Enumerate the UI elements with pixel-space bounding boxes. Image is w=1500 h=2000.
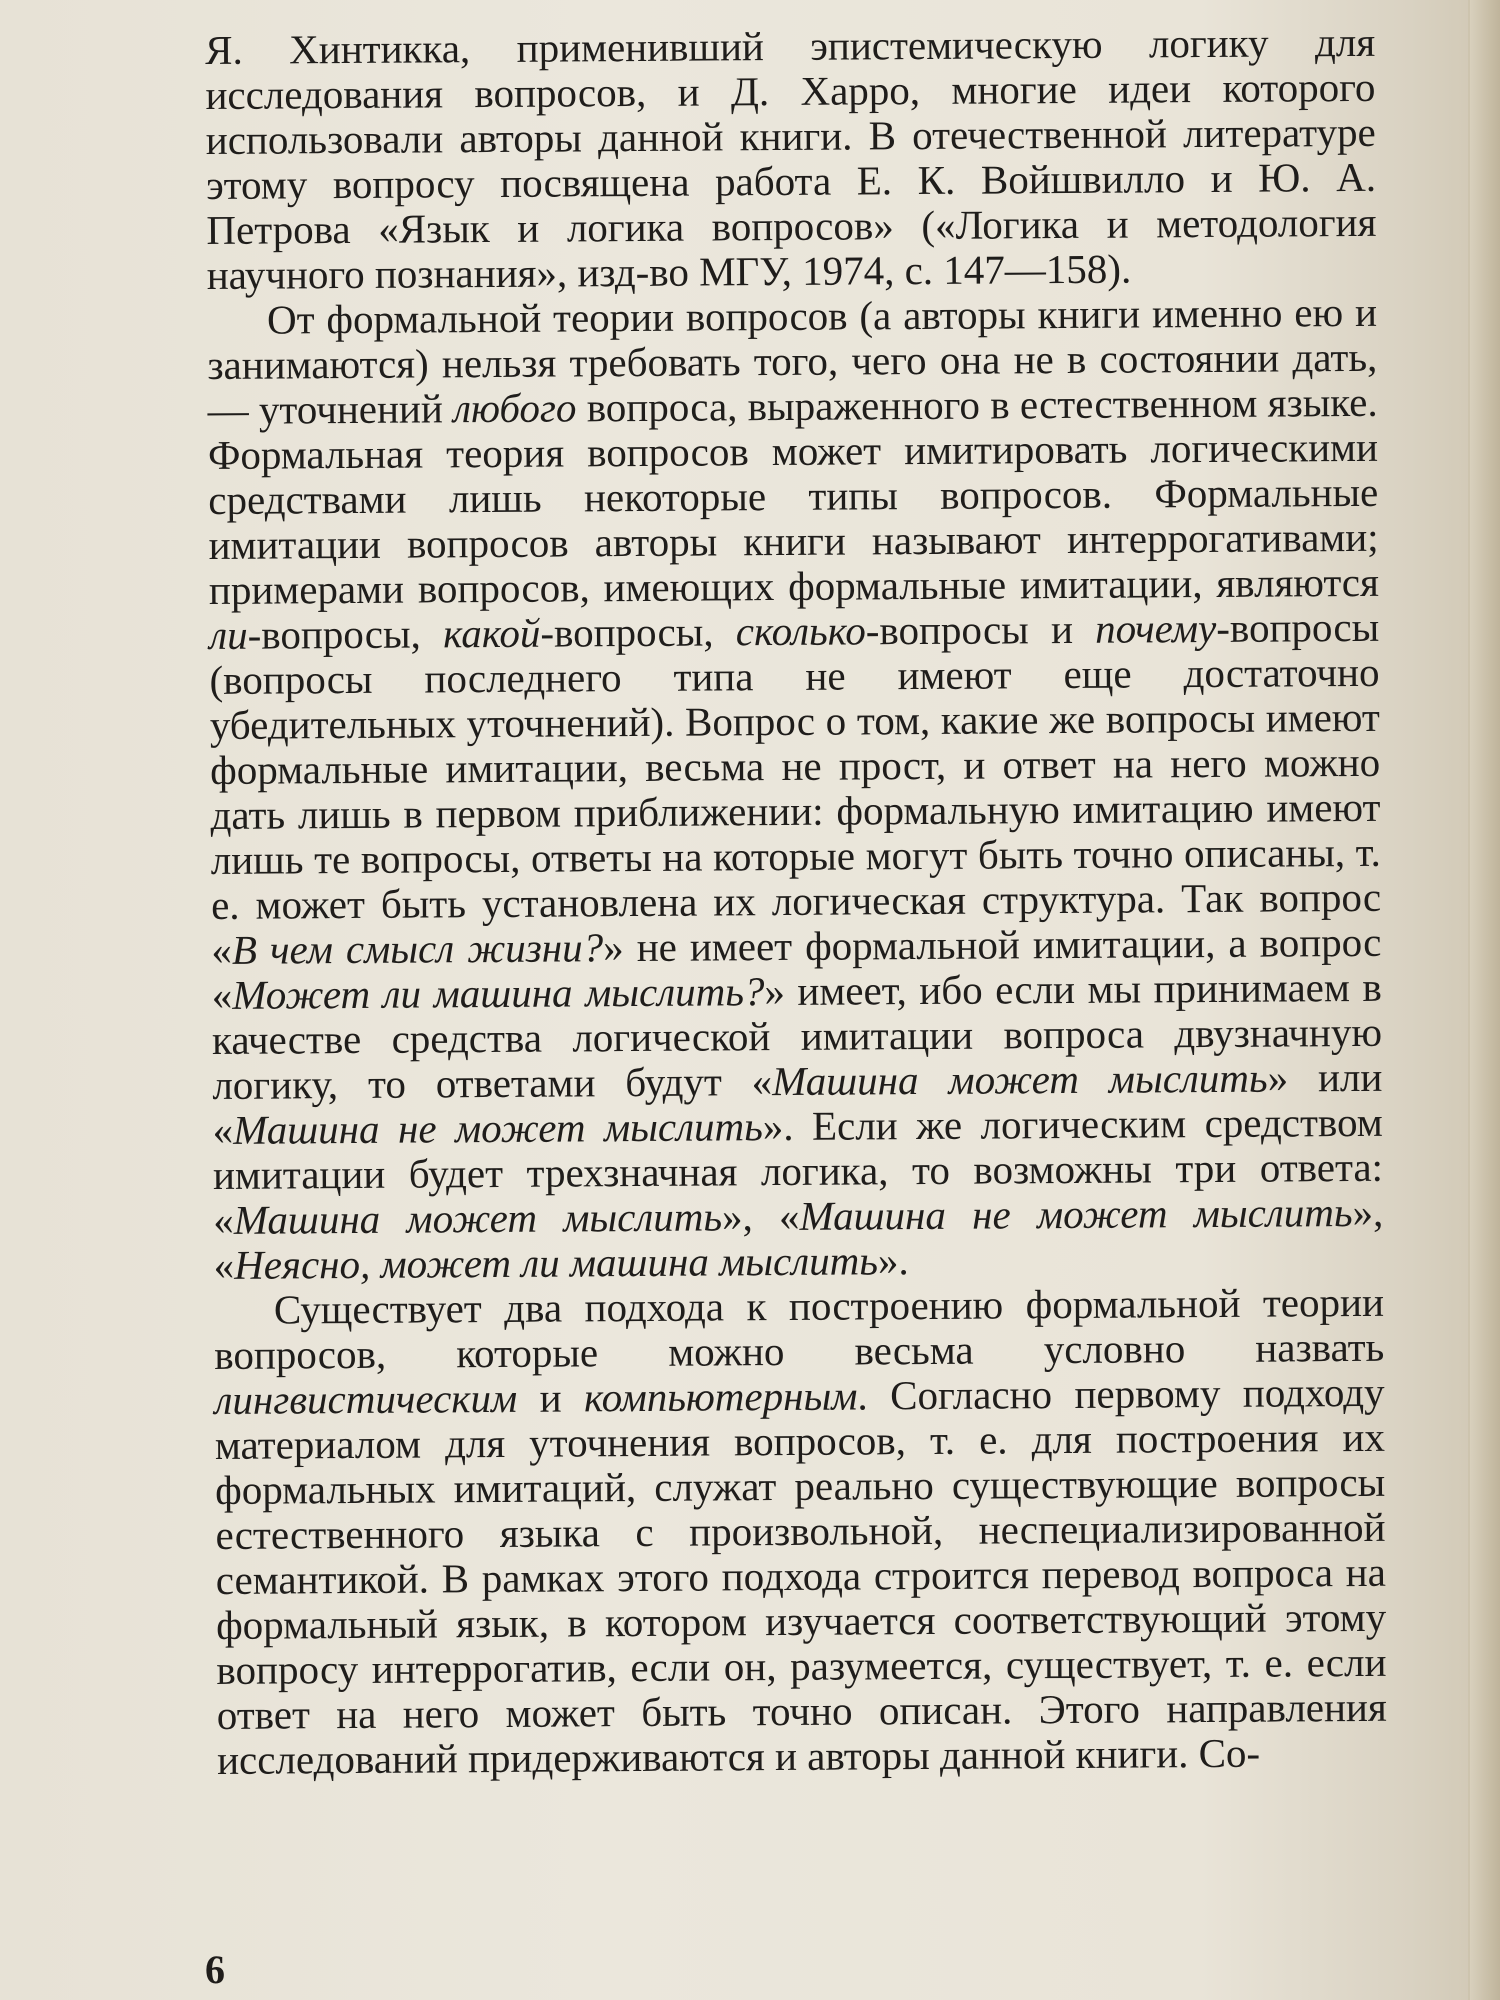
paragraph-2: От формальной теории вопросов (а авторы книги именно ею и занимаются) нельзя требовать того, чего она не в состоянии дать,— уточнений любого вопроса, выраженного в естественном языке. Формальная теория вопросов может имитировать логическими средствами лишь некоторые типы вопросов. Формальные имитации вопросов авторы книги называют интеррогативами; примерами вопросов, имеющих формальные имитации, являются ли-вопросы, какой-вопросы, сколько-вопросы и почему-вопросы (вопросы последнего типа не имеют еще достаточно убедительных уточнений). Вопрос о том, какие же вопросы имеют формальные имитации, весьма не прост, и ответ на него можно дать лишь в первом приближении: формальную имитацию имеют лишь те вопросы, ответы на которые могут быть точно описаны, т. е. может быть установлена их логическая структура. Так вопрос «В чем смысл жизни?» не имеет формальной имитации, а вопрос «Может ли машина мыслить?» имеет, ибо если мы принимаем в качестве средства логической имитации вопроса двузначную логику, то ответами будут «Машина может мыслить» или «Машина не может мыслить». Если же логическим средством имитации будет трехзначная логика, то возможны три ответа: «Машина может мыслить», «Машина не может мыслить», «Неясно, может ли машина мыслить».	[207, 288, 1384, 1288]
paragraph-3: Существует два подхода к построению формальной теории вопросов, которые можно весьма условно назвать лингвистическим и компьютерным. Согласно первому подходу материалом для уточнения вопросов, т. е. для построения их формальных имитаций, служат реально существующие вопросы естественного языка с произвольной, неспециализированной семантикой. В рамках этого подхода строится перевод вопроса на формальный язык, в котором изучается соответствующий этому вопросу интеррогатив, если он, разумеется, существует, т. е. если ответ на него может быть точно описан. Этого направления исследований придерживаются и авторы данной книги. Со-	[214, 1278, 1387, 1783]
page-edge	[1468, 0, 1500, 2000]
paragraph-1: Я. Хинтикка, применивший эпистемическую логику для исследования вопросов, и Д. Харро, многие идеи которого использовали авторы данной книги. В отечественной литературе этому вопросу посвящена работа Е. К. Войшвилло и Ю. А. Петрова «Язык и логика вопросов» («Логика и методология научного познания», изд-во МГУ, 1974, с. 147—158).	[204, 18, 1377, 298]
body-text	[205, 20, 1387, 1783]
page-number: 6	[205, 1947, 225, 1992]
